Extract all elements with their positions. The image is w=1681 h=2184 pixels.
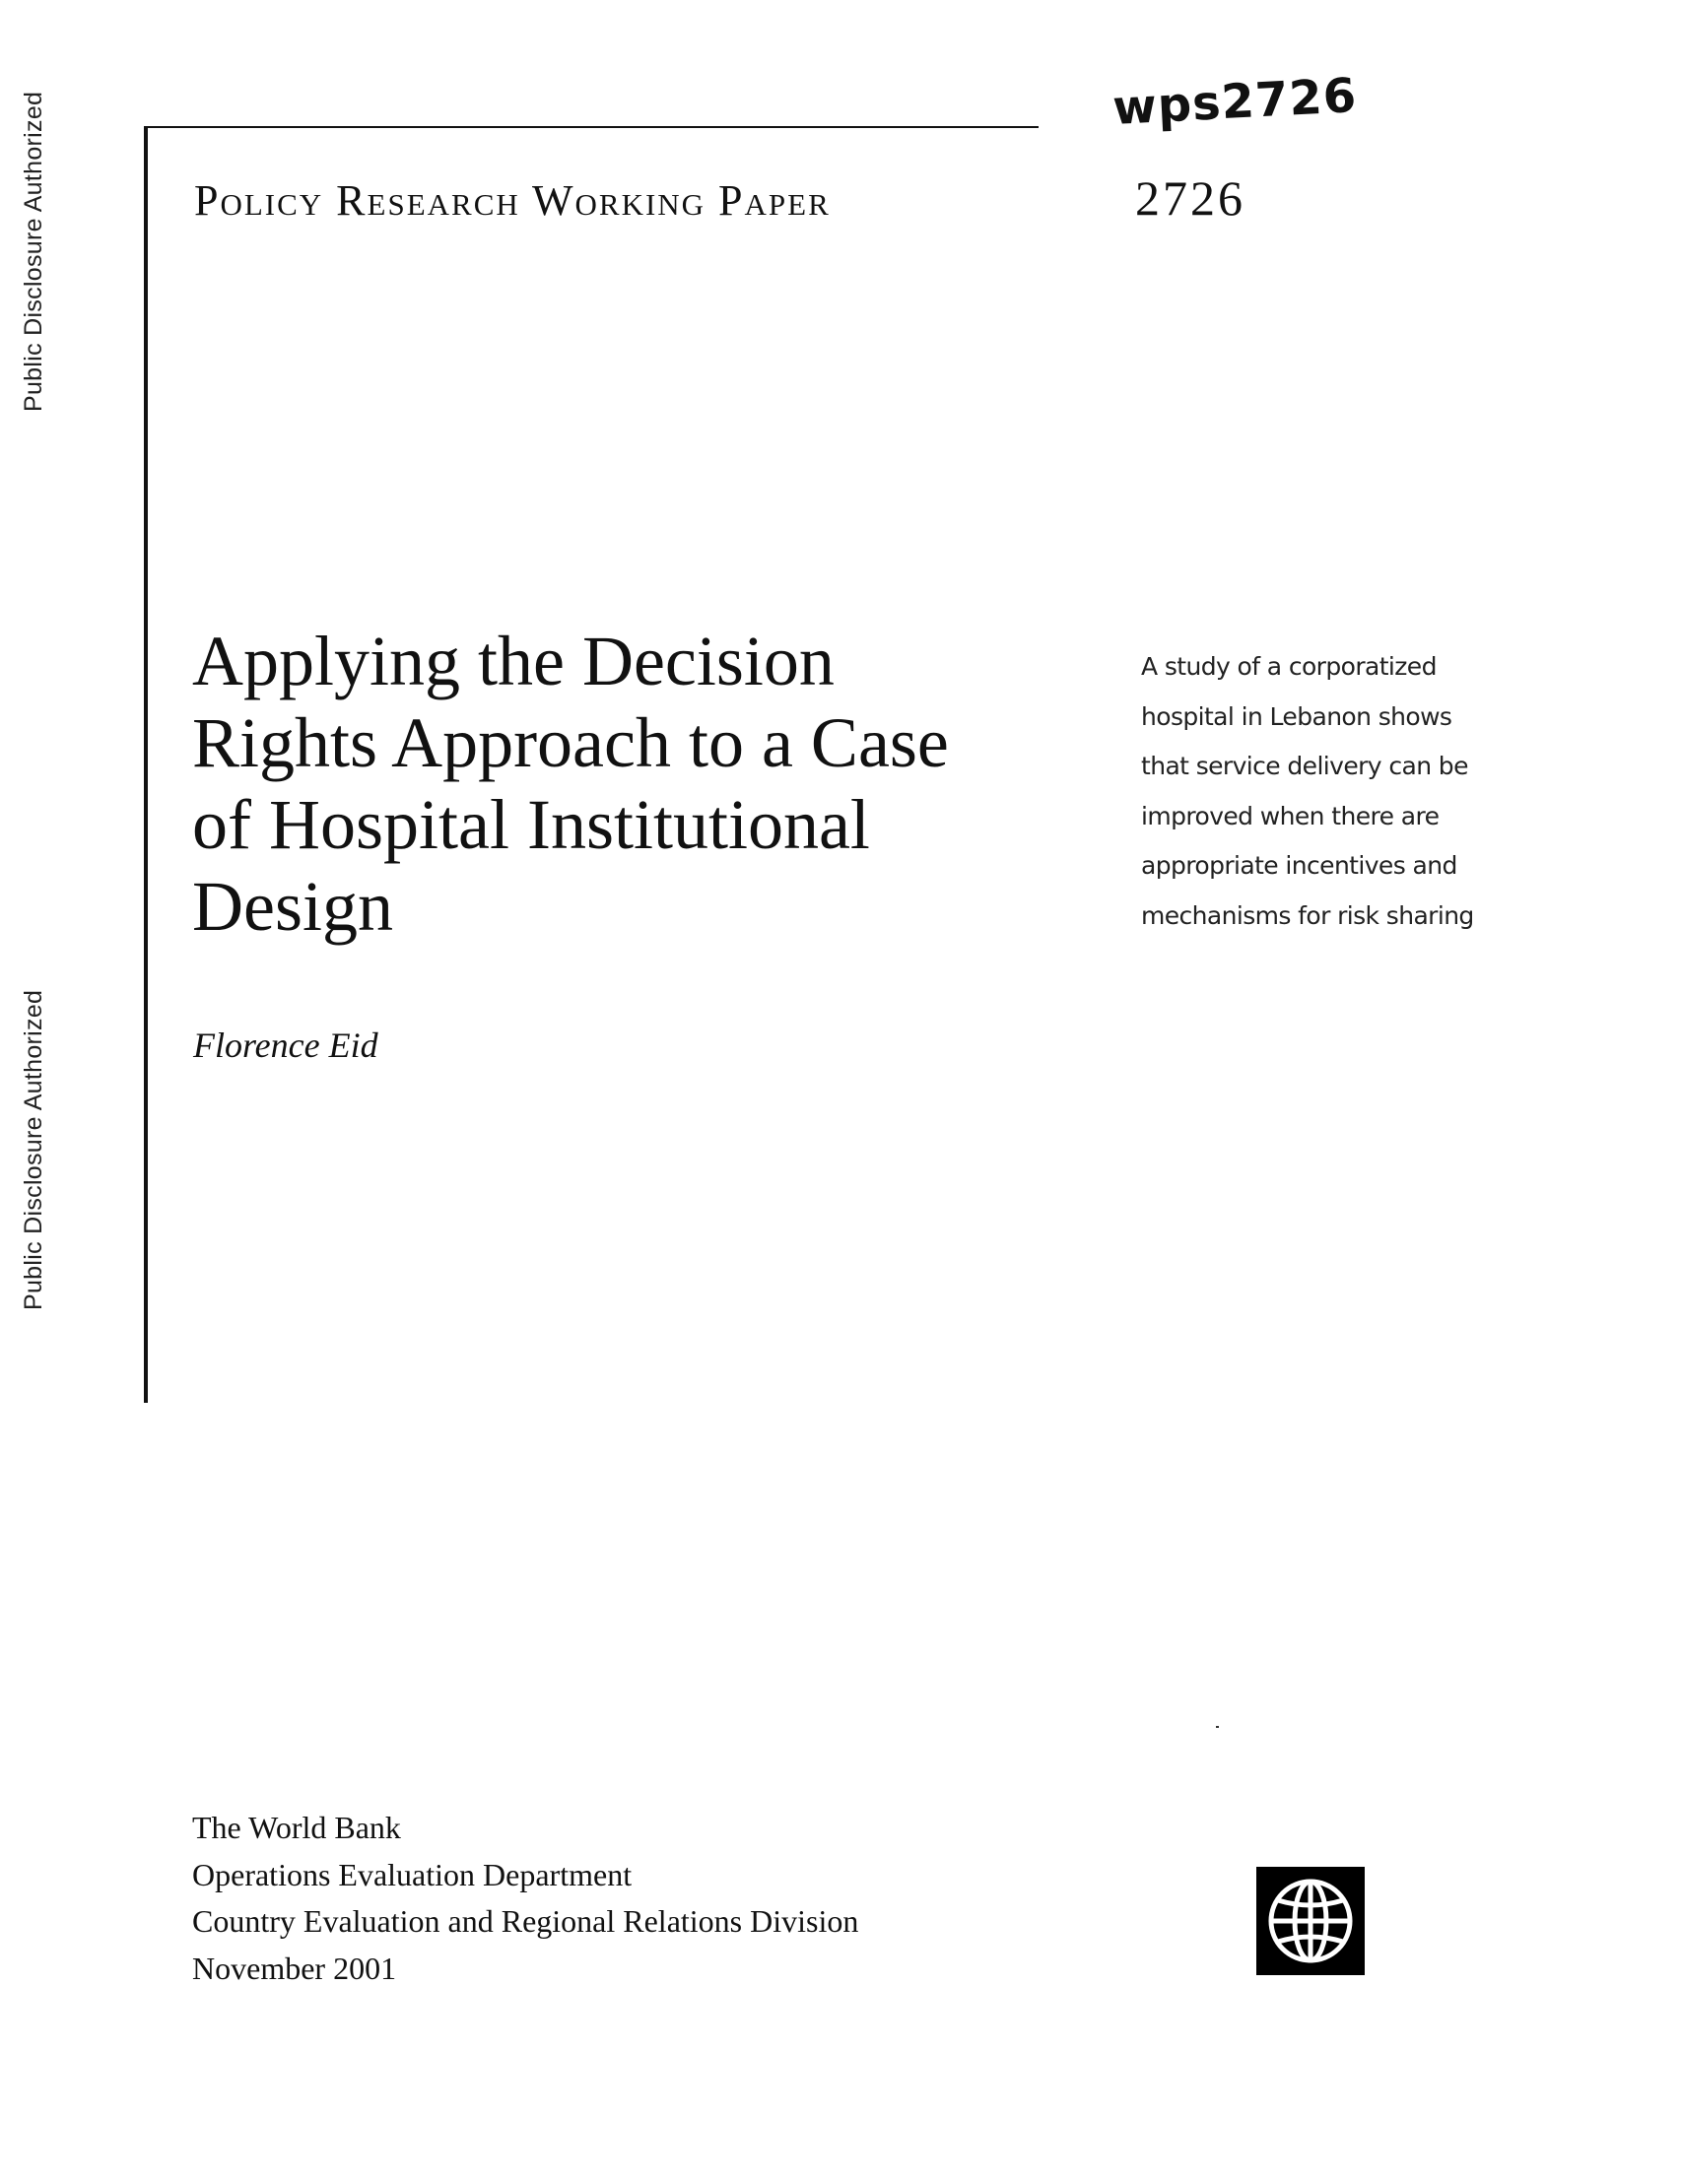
title-line: Applying the Decision (192, 622, 835, 700)
blurb-line: A study of a corporatized (1141, 652, 1437, 681)
blurb-line: improved when there are (1141, 801, 1440, 830)
title-line: Rights Approach to a Case (192, 703, 949, 782)
author-name: Florence Eid (193, 1026, 378, 1065)
abstract-blurb (1141, 642, 1496, 941)
publisher-line: The World Bank (192, 1810, 401, 1845)
header-rule (144, 126, 1039, 128)
world-bank-globe-icon (1256, 1867, 1365, 1975)
publisher-line: Operations Evaluation Department (192, 1856, 633, 1892)
disclosure-stamp-bottom: Public Disclosure Authorized (20, 989, 47, 1310)
publisher-line: Country Evaluation and Regional Relations Division (192, 1903, 859, 1939)
title-line: Design (192, 867, 393, 946)
blurb-line: mechanisms for risk sharing (1141, 900, 1474, 930)
title-line: of Hospital Institutional (192, 785, 870, 864)
series-title: Policy Research Working Paper (194, 176, 831, 225)
blurb-line: appropriate incentives and (1141, 851, 1457, 880)
publisher-block (192, 1805, 858, 1992)
disclosure-stamp-top: Public Disclosure Authorized (20, 91, 47, 412)
publisher-line: November 2001 (192, 1950, 397, 1986)
handwritten-document-code: wps2726 (1111, 68, 1359, 136)
blurb-line: hospital in Lebanon shows (1141, 701, 1452, 731)
paper-number: 2726 (1135, 170, 1245, 226)
paper-title (192, 621, 1040, 948)
blurb-line: that service delivery can be (1141, 752, 1468, 780)
scan-speck (1216, 1726, 1219, 1728)
margin-rule (144, 126, 148, 1403)
